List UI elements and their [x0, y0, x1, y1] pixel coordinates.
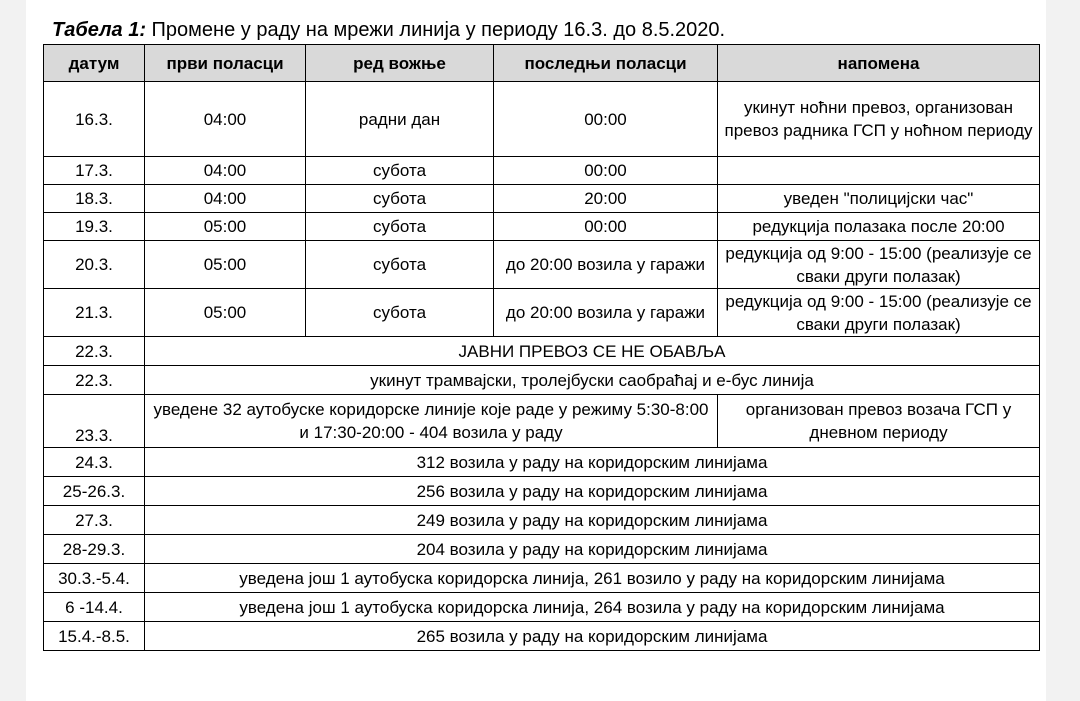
- cell-last: до 20:00 возила у гаражи: [494, 241, 718, 289]
- cell-merged-text: 249 возила у раду на коридорским линијама: [145, 506, 1040, 535]
- cell-schedule: субота: [306, 213, 494, 241]
- cell-date: 15.4.-8.5.: [44, 622, 145, 651]
- table-row: [44, 185, 1040, 213]
- cell-merged-text: уведена још 1 аутобуска коридорска линија, 261 возило у раду на коридорским линијама: [145, 564, 1040, 593]
- cell-merged-text: укинут трамвајски, тролејбуски саобраћај и е-бус линија: [145, 366, 1040, 395]
- cell-first: 04:00: [145, 82, 306, 157]
- table-row: [44, 366, 1040, 395]
- header-note: напомена: [718, 45, 1040, 82]
- cell-date: 22.3.: [44, 366, 145, 395]
- cell-note: укинут ноћни превоз, организован превоз радника ГСП у ноћном периоду: [718, 82, 1040, 157]
- header-last-departures: последњи поласци: [494, 45, 718, 82]
- table-row: [44, 289, 1040, 337]
- cell-date: 24.3.: [44, 448, 145, 477]
- cell-last: 20:00: [494, 185, 718, 213]
- cell-date: 30.3.-5.4.: [44, 564, 145, 593]
- cell-schedule: радни дан: [306, 82, 494, 157]
- cell-date: 25-26.3.: [44, 477, 145, 506]
- cell-date: 16.3.: [44, 82, 145, 157]
- table-row: [44, 593, 1040, 622]
- page-right-margin: [1046, 0, 1080, 701]
- cell-merged-text: 256 возила у раду на коридорским линијама: [145, 477, 1040, 506]
- cell-note: организован превоз возача ГСП у дневном периоду: [718, 395, 1040, 448]
- table-row: [44, 82, 1040, 157]
- cell-merged-text: уведене 32 аутобуске коридорске линије које раде у режиму 5:30-8:00 и 17:30-20:00 - 404 возила у раду: [145, 395, 718, 448]
- table-row: [44, 157, 1040, 185]
- table-row: [44, 622, 1040, 651]
- table-row: [44, 213, 1040, 241]
- cell-merged-text: 204 возила у раду на коридорским линијама: [145, 535, 1040, 564]
- cell-date: 19.3.: [44, 213, 145, 241]
- table-row: [44, 395, 1040, 448]
- cell-last: 00:00: [494, 213, 718, 241]
- table-row: [44, 241, 1040, 289]
- header-date: датум: [44, 45, 145, 82]
- cell-note: уведен "полицијски час": [718, 185, 1040, 213]
- table-row: [44, 564, 1040, 593]
- cell-last: до 20:00 возила у гаражи: [494, 289, 718, 337]
- cell-date: 17.3.: [44, 157, 145, 185]
- cell-date: 28-29.3.: [44, 535, 145, 564]
- cell-date: 23.3.: [44, 395, 145, 448]
- cell-date: 22.3.: [44, 337, 145, 366]
- cell-first: 05:00: [145, 213, 306, 241]
- cell-merged-text: 265 возила у раду на коридорским линијама: [145, 622, 1040, 651]
- cell-schedule: субота: [306, 157, 494, 185]
- table-row: [44, 535, 1040, 564]
- cell-note: [718, 157, 1040, 185]
- cell-note: редукција од 9:00 - 15:00 (реализује се сваки други полазак): [718, 241, 1040, 289]
- cell-note: редукција од 9:00 - 15:00 (реализује се сваки други полазак): [718, 289, 1040, 337]
- table-caption-text: Промене у раду на мрежи линија у периоду 16.3. до 8.5.2020.: [146, 19, 726, 41]
- cell-date: 21.3.: [44, 289, 145, 337]
- table-row: [44, 337, 1040, 366]
- table-caption-label: Табела 1:: [52, 19, 146, 41]
- cell-date: 18.3.: [44, 185, 145, 213]
- cell-first: 05:00: [145, 289, 306, 337]
- page-left-margin: [0, 0, 26, 701]
- header-first-departures: први поласци: [145, 45, 306, 82]
- cell-last: 00:00: [494, 82, 718, 157]
- cell-first: 04:00: [145, 185, 306, 213]
- cell-merged-text: 312 возила у раду на коридорским линијама: [145, 448, 1040, 477]
- table-row: [44, 477, 1040, 506]
- table-row: [44, 448, 1040, 477]
- cell-date: 6 -14.4.: [44, 593, 145, 622]
- cell-merged-text: ЈАВНИ ПРЕВОЗ СЕ НЕ ОБАВЉА: [145, 337, 1040, 366]
- cell-note: редукција полазака после 20:00: [718, 213, 1040, 241]
- header-schedule: ред вожње: [306, 45, 494, 82]
- schedule-changes-table: [43, 44, 1040, 651]
- table-header-row: [44, 45, 1040, 82]
- cell-schedule: субота: [306, 185, 494, 213]
- cell-date: 20.3.: [44, 241, 145, 289]
- cell-first: 05:00: [145, 241, 306, 289]
- table-row: [44, 506, 1040, 535]
- cell-merged-text: уведена још 1 аутобуска коридорска линија, 264 возила у раду на коридорским линијама: [145, 593, 1040, 622]
- cell-schedule: субота: [306, 241, 494, 289]
- cell-first: 04:00: [145, 157, 306, 185]
- cell-date: 27.3.: [44, 506, 145, 535]
- cell-last: 00:00: [494, 157, 718, 185]
- table-caption: [52, 18, 725, 42]
- cell-schedule: субота: [306, 289, 494, 337]
